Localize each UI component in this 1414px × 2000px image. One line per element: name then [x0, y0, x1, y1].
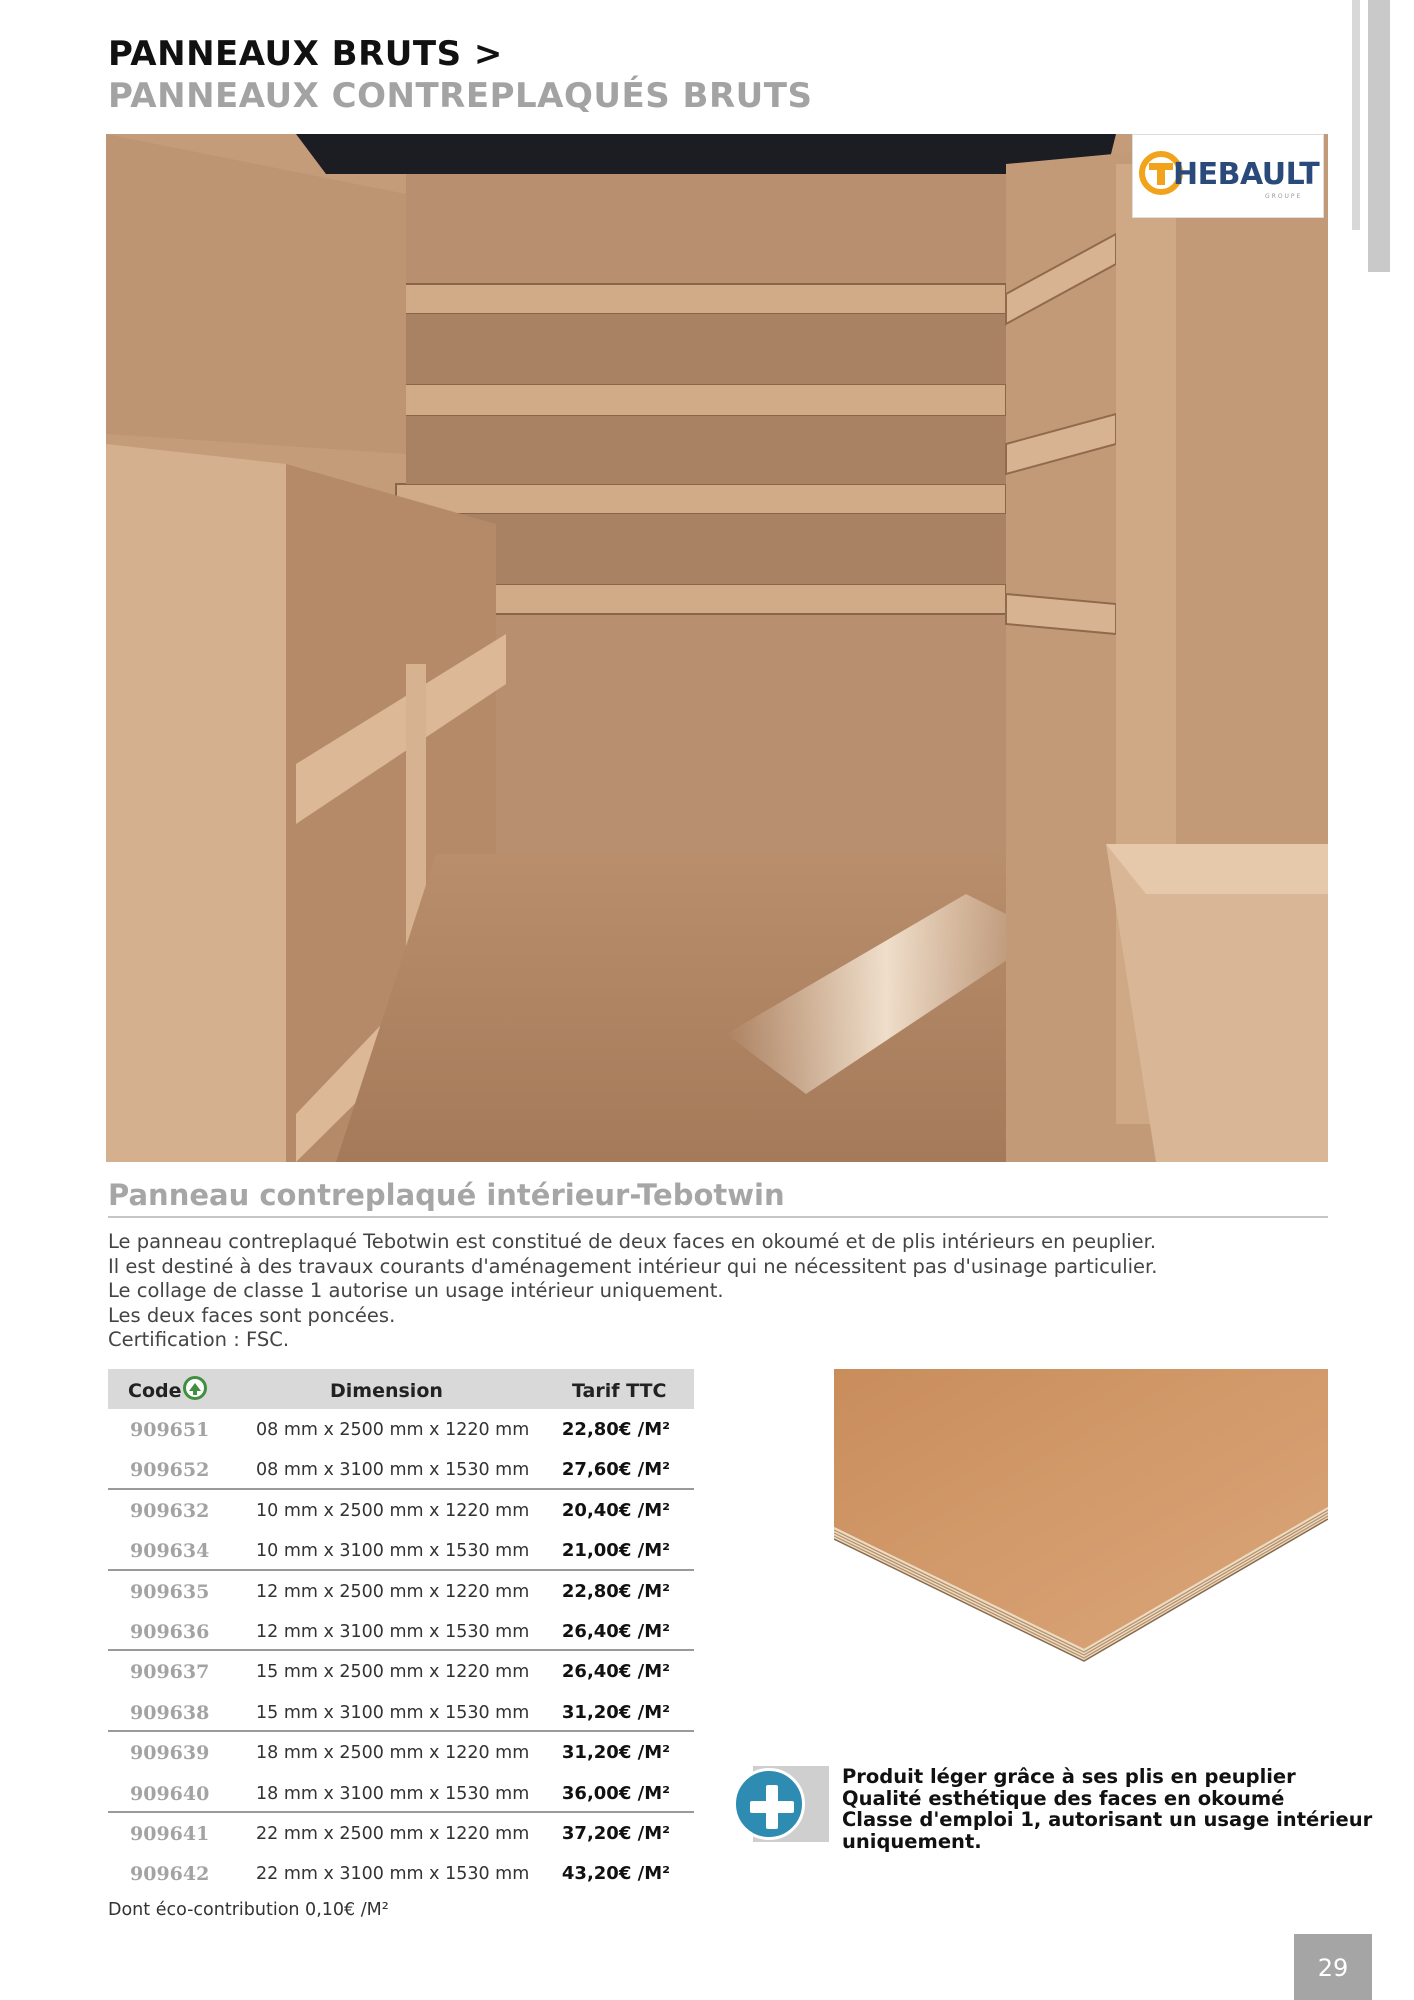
table-row — [108, 1692, 694, 1732]
cell-code: 909639 — [130, 1742, 210, 1765]
table-row — [108, 1490, 694, 1530]
page-number: 29 — [1317, 1954, 1349, 1982]
page-subtitle: PANNEAUX CONTREPLAQUÉS BRUTS — [108, 76, 813, 116]
cell-price: 20,40€ /M² — [561, 1499, 670, 1521]
description-line: Le collage de classe 1 autorise un usage intérieur uniquement. — [108, 1279, 724, 1302]
feature-list — [842, 1766, 1372, 1852]
cell-code: 909634 — [130, 1540, 210, 1563]
feature-item: Qualité esthétique des faces en okoumé — [842, 1786, 1285, 1810]
table-row — [108, 1651, 694, 1691]
cell-code: 909637 — [130, 1661, 210, 1684]
plus-icon — [733, 1768, 805, 1840]
cell-price: 37,20€ /M² — [561, 1822, 670, 1844]
cell-dimension: 15 mm x 2500 mm x 1220 mm — [256, 1662, 530, 1683]
cell-code: 909651 — [130, 1419, 210, 1441]
brand-name: HEBAULT — [1173, 157, 1320, 192]
cell-price: 31,20€ /M² — [561, 1701, 670, 1723]
cell-dimension: 08 mm x 3100 mm x 1530 mm — [256, 1460, 530, 1481]
brand-tagline: GROUPE — [1265, 193, 1303, 200]
cell-dimension: 18 mm x 3100 mm x 1530 mm — [256, 1783, 530, 1804]
cell-code: 909641 — [130, 1822, 210, 1845]
description-line: Il est destiné à des travaux courants d'aménagement intérieur qui ne nécessitent pas d'usinage particulier. — [108, 1254, 1158, 1278]
cell-price: 22,80€ /M² — [561, 1580, 670, 1602]
cell-code: 909652 — [130, 1459, 210, 1482]
header-code: Code — [128, 1380, 182, 1402]
table-row — [108, 1611, 694, 1651]
eco-contribution-note: Dont éco-contribution 0,10€ /M² — [108, 1899, 389, 1920]
eco-leaf-icon — [182, 1375, 208, 1401]
feature-item: Produit léger grâce à ses plis en peuplier — [842, 1765, 1296, 1788]
cell-dimension: 10 mm x 3100 mm x 1530 mm — [256, 1541, 530, 1562]
cell-dimension: 15 mm x 3100 mm x 1530 mm — [256, 1702, 530, 1723]
cell-price: 22,80€ /M² — [561, 1419, 670, 1440]
divider — [108, 1216, 1328, 1218]
scrollbar-track[interactable] — [1352, 0, 1360, 230]
cell-code: 909640 — [130, 1782, 210, 1805]
cell-price: 21,00€ /M² — [561, 1540, 670, 1562]
cell-price: 43,20€ /M² — [561, 1863, 670, 1885]
cell-code: 909635 — [130, 1580, 210, 1603]
price-table — [108, 1369, 694, 1920]
van-interior-photo — [106, 134, 1328, 1162]
cell-dimension: 12 mm x 2500 mm x 1220 mm — [256, 1581, 530, 1602]
header-tarif: Tarif TTC — [572, 1380, 667, 1402]
table-row — [108, 1773, 694, 1813]
cell-dimension: 22 mm x 2500 mm x 1220 mm — [256, 1823, 530, 1844]
cell-price: 26,40€ /M² — [561, 1620, 670, 1642]
cell-price: 36,00€ /M² — [561, 1782, 670, 1804]
cell-code: 909636 — [130, 1620, 210, 1643]
header-dimension: Dimension — [330, 1380, 443, 1402]
cell-code: 909638 — [130, 1701, 210, 1724]
cell-dimension: 12 mm x 3100 mm x 1530 mm — [256, 1621, 530, 1642]
cell-price: 26,40€ /M² — [561, 1661, 670, 1683]
cell-dimension: 08 mm x 2500 mm x 1220 mm — [256, 1420, 530, 1440]
table-row — [108, 1409, 694, 1449]
page-number-box — [1294, 1934, 1372, 2000]
description-line: Certification : FSC. — [108, 1328, 290, 1351]
cell-price: 27,60€ /M² — [561, 1459, 670, 1481]
cell-dimension: 10 mm x 2500 mm x 1220 mm — [256, 1500, 530, 1521]
cell-price: 31,20€ /M² — [561, 1742, 670, 1764]
feature-item: Classe d'emploi 1, autorisant un usage intérieur — [842, 1808, 1373, 1831]
cell-code: 909632 — [130, 1499, 210, 1522]
table-row — [108, 1530, 694, 1570]
page-title: PANNEAUX BRUTS > — [108, 34, 503, 74]
cell-dimension: 18 mm x 2500 mm x 1220 mm — [256, 1743, 530, 1764]
table-row — [108, 1813, 694, 1853]
scrollbar-thumb[interactable] — [1368, 0, 1390, 272]
table-row — [108, 1853, 694, 1893]
table-row — [108, 1732, 694, 1772]
cell-code: 909642 — [130, 1863, 210, 1886]
table-row — [108, 1571, 694, 1611]
plus-badge — [733, 1766, 829, 1842]
brand-logo — [1132, 134, 1324, 218]
description-line: Les deux faces sont poncées. — [108, 1303, 396, 1327]
table-row — [108, 1449, 694, 1489]
cell-dimension: 22 mm x 3100 mm x 1530 mm — [256, 1864, 530, 1885]
plywood-panel-photo — [834, 1369, 1328, 1671]
feature-item: uniquement. — [842, 1829, 982, 1853]
product-description — [108, 1230, 1188, 1353]
table-header — [108, 1369, 694, 1409]
description-line: Le panneau contreplaqué Tebotwin est constitué de deux faces en okoumé et de plis intérieurs en peuplier. — [108, 1230, 1157, 1253]
product-title: Panneau contreplaqué intérieur-Tebotwin — [108, 1178, 785, 1212]
